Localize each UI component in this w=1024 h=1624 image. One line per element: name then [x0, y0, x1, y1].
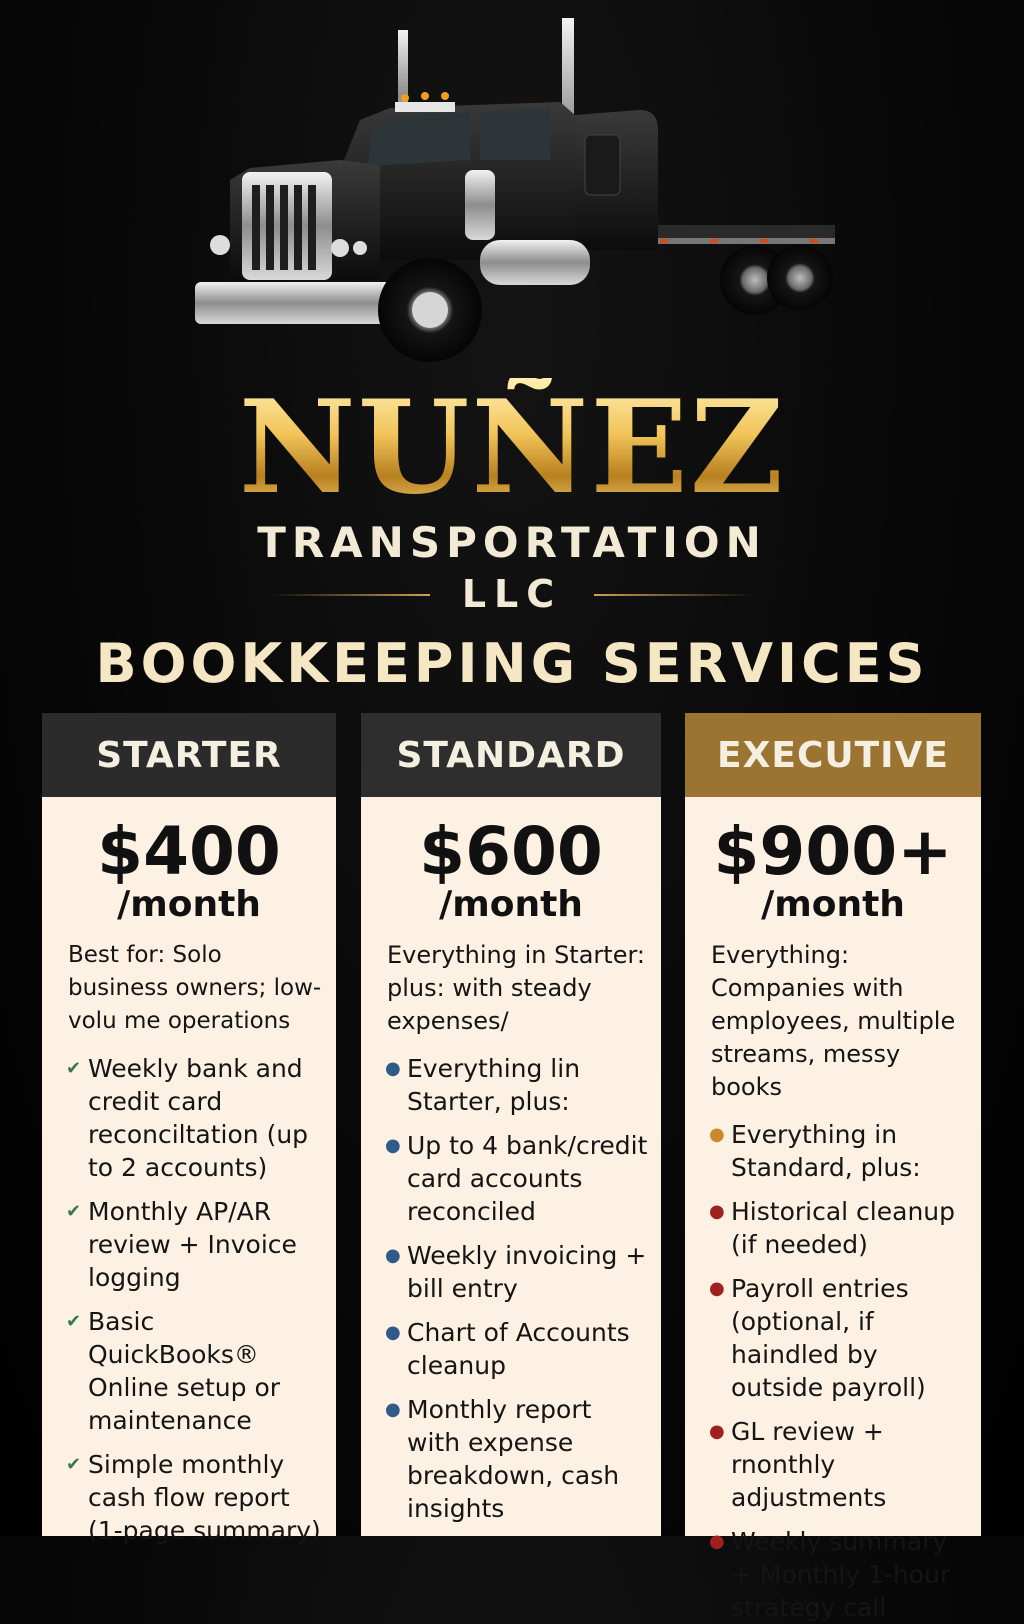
plan-price: $600 — [419, 813, 603, 890]
dot-icon: ● — [385, 1058, 401, 1079]
check-icon: ✔ — [66, 1058, 82, 1079]
dot-icon: ● — [709, 1124, 725, 1145]
plan-price: $900+ — [713, 813, 953, 890]
list-item: ✔ Weekly bank and credit card reconciltation (up to 2 accounts) — [66, 1054, 309, 1182]
list-item: ✔ Monthly AP/AR review + Invoice logging — [66, 1197, 297, 1292]
plan-period: /month — [117, 884, 261, 925]
list-item: ● Weekly invoicing + bill entry — [385, 1241, 647, 1303]
list-item: ● Historical cleanup (if needed) — [709, 1197, 955, 1259]
plan-description: Everything in Starter: plus: with steady expenses/ — [387, 941, 645, 1035]
plan-card-starter — [42, 713, 336, 1545]
page-title: BOOKKEEPING SERVICES — [95, 632, 929, 695]
plan-period: /month — [761, 884, 905, 925]
dot-icon: ● — [709, 1278, 725, 1299]
list-item: ● Chart of Accounts cleanup — [385, 1318, 630, 1380]
brand-subtitle: TRANSPORTATION — [257, 518, 767, 567]
dot-icon: ● — [385, 1135, 401, 1156]
check-icon: ✔ — [66, 1454, 82, 1475]
list-item: ✔ Basic QuickBooks® Online setup or maintenance — [66, 1307, 281, 1435]
truck-illustration — [190, 10, 840, 370]
plan-price: $400 — [97, 813, 281, 890]
list-item: ● Up to 4 bank/credit card accounts reconciled — [385, 1131, 648, 1226]
plan-description: Best for: Solo business owners; low-volu me operations — [68, 942, 322, 1034]
dot-icon: ● — [709, 1531, 725, 1552]
check-icon: ✔ — [66, 1201, 82, 1222]
list-item: ✔ Simple monthly cash flow report (1-page summary) — [66, 1450, 321, 1545]
dot-icon: ● — [385, 1322, 401, 1343]
dot-icon: ● — [709, 1421, 725, 1442]
dot-icon: ● — [709, 1201, 725, 1222]
dot-icon: ● — [385, 1245, 401, 1266]
brand-name: NUÑEZ — [0, 378, 1024, 518]
list-item: ● Everything lin Starter, plus: — [385, 1054, 581, 1116]
plan-description: Everything: Companies with employees, multiple streams, messy books — [711, 941, 956, 1101]
plan-card-standard — [361, 713, 661, 1536]
divider-right — [594, 594, 754, 596]
list-item: ● Monthly report with expense breakdown, cash insights — [385, 1395, 620, 1523]
plan-period: /month — [439, 884, 583, 925]
plan-name: STARTER — [42, 713, 336, 797]
list-item: ● Weekly summary + Monthly 1-hour strategy call — [709, 1527, 951, 1622]
dot-icon: ● — [385, 1399, 401, 1420]
plan-name: STANDARD — [361, 713, 661, 797]
feature-list — [383, 1052, 651, 1525]
plan-card-executive — [685, 713, 981, 1622]
llc-row — [0, 572, 1024, 616]
list-item: ● GL review + rnonthly adjustments — [709, 1417, 887, 1512]
check-icon: ✔ — [66, 1311, 82, 1332]
feature-list — [707, 1118, 971, 1624]
brand-suffix: LLC — [461, 572, 563, 616]
list-item: ● Payroll entries (optional, if haindled by outside payroll) — [709, 1274, 926, 1402]
plan-name: EXECUTIVE — [685, 713, 981, 797]
list-item: ● Everything in Standard, plus: — [709, 1120, 921, 1182]
feature-list — [64, 1052, 326, 1547]
